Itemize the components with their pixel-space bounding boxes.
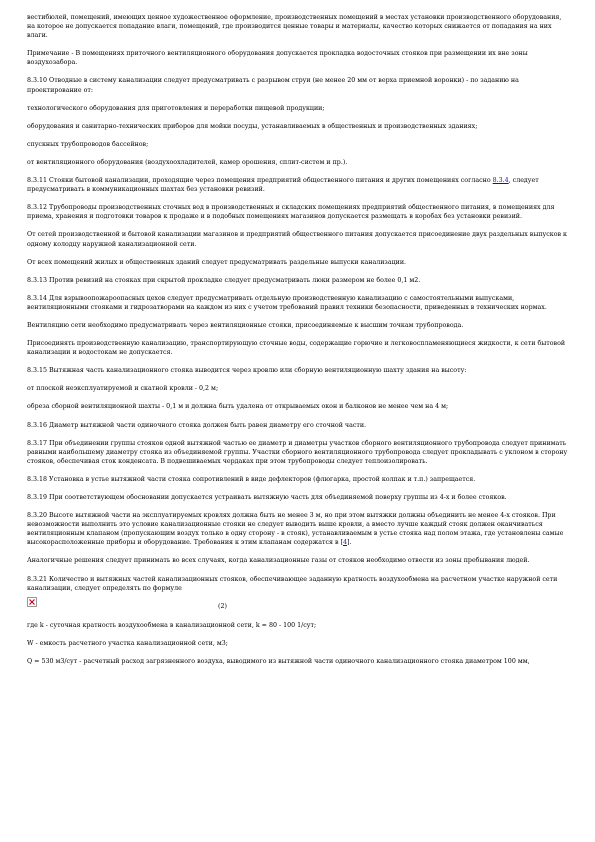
equation-number: (2)	[218, 602, 227, 610]
list-item: от вентиляционного оборудования (воздухоохладителей, камер орошения, сплит-систем и пр.).	[27, 158, 348, 166]
clause-text: 8.3.20 Высоте вытяжной части на эксплуатируемых кровлях должна быть не менее 3 м, но при этом вытяжки должны объединить не менее 4-х стояков. При невозможности выполнить это условие канализационные стояки не следует выводить выше кровли, а вместо лучше каждый стояк должен оканчиваться вентиляционным клапаном (пропускающим воздух только в одну сторону - в стояк), устанавливаемым в устье стояка над полом этажа, где установлены самые высокорасположенные приборы и оборудование. Требования к этим клапанам содержатся в [	[27, 512, 564, 547]
variable-definition: Q = 530 м3/сут - расчетный расход загрязненного воздуха, выводимого из вытяжной части одиночного канализационного стояка диаметром 100 мм,	[27, 657, 530, 665]
clause-8-3-15: 8.3.15 Вытяжная часть канализационного стояка выводится через кровлю или сборную вентиляционную шахту здания на высоту:	[27, 367, 467, 375]
reference-link-8-3-4[interactable]: 8.3.4	[492, 177, 509, 185]
list-item: оборудования и санитарно-технических приборов для мойки посуды, устанавливаемых в общественных и производственных зданиях;	[27, 122, 478, 130]
variable-definition: W - емкость расчетного участка канализационной сети, м3;	[27, 639, 228, 647]
clause-8-3-11	[27, 176, 568, 194]
clause-8-3-16: 8.3.16 Диаметр вытяжной части одиночного стояка должен быть равен диаметру его сточной части.	[27, 421, 367, 429]
clause-8-3-17: 8.3.17 При объединении группы стояков одной вытяжной частью ее диаметр и диаметры участков сборного вентиляционного трубопровода следует принимать равными наибольшему диаметру стояка из объединяемой группы. Участки сборного вентиляционного трубопровода следует прокладывать с уклоном в сторону стояков, обеспечивая сток конденсата. В подвешиваемых чердаках при этом трубопроводы следует теплоизолировать.	[27, 439, 568, 465]
clause-8-3-20	[27, 511, 568, 547]
clause-text: , следует предусматривать в коммуникационных шахтах без установки ревизий.	[27, 177, 539, 194]
paragraph: Вентиляцию сети необходимо предусматривать через вентиляционные стояки, присоединяемые к высшим точкам трубопровода.	[27, 321, 464, 329]
list-item: обреза сборной вентиляционной шахты - 0,1 м и должна быть удалена от открываемых окон и балконов не менее чем на 4 м;	[27, 403, 449, 411]
clause-8-3-18: 8.3.18 Установка в устье вытяжной части стояка сопротивлений в виде дефлекторов (флюгарка, простой колпак и т.п.) запрещается.	[27, 475, 476, 483]
clause-8-3-12: 8.3.12 Трубопроводы производственных сточных вод в производственных и складских помещениях предприятий общественного питания, в помещениях для приема, хранения и подготовки товаров к продаже и в подобных помещениях магазинов допускается размещать в коробах без установки ревизий.	[27, 204, 555, 221]
reference-link-4[interactable]: 4	[343, 539, 348, 547]
list-item: технологического оборудования для приготовления и переработки пищевой продукции;	[27, 104, 325, 112]
variable-definition: где k - суточная кратность воздухообмена в канализационной сети, k = 80 - 100 1/сут;	[27, 621, 317, 629]
clause-8-3-14: 8.3.14 Для взрывоопожароопасных цехов следует предусматривать отдельную производственную канализацию с самостоятельными выпусками, вентиляционными стояками и гидрозатворами на каждом из них с учетом требований правил техники безопасности, приведенных в технических нормах.	[27, 294, 547, 311]
clause-text: 8.3.11 Стояки бытовой канализации, проходящие через помещения предприятий общественного питания и других помещениях согласно	[27, 177, 493, 185]
paragraph: От сетей производственной и бытовой канализации магазинов и предприятий общественного питания допускается присоединение двух раздельных выпусков к одному колодцу наружной канализационной сети.	[27, 231, 567, 248]
paragraph: Аналогичные решения следует принимать во всех случаях, когда канализационные газы от стояков необходимо отвести из зоны пребывания людей.	[27, 557, 530, 565]
note-paragraph: Примечание - В помещениях приточного вентиляционного оборудования допускается прокладка водосточных стояков при размещении их вне зоны воздухозабора.	[27, 50, 528, 67]
clause-8-3-19: 8.3.19 При соответствующем обосновании допускается устраивать вытяжную часть для объединяемой поверху группы из 4-х и более стояков.	[27, 494, 507, 501]
formula-block	[27, 597, 568, 619]
paragraph-continuation: вестибюлей, помещений, имеющих ценное художественное оформление, производственных помещений в местах установки производственного оборудования, на которое не допускается попадание влаги, помещений, где производится ценные товары и материалы, качество которых снижается от попадания на них влаги.	[27, 14, 562, 40]
clause-8-3-21: 8.3.21 Количество и вытяжных частей канализационных стояков, обеспечивающее заданную кратность воздухообмена на расчетном участке наружной сети канализации, следует определять по формуле	[27, 575, 558, 592]
clause-8-3-10: 8.3.10 Отводные в систему канализации следует предусматривать с разрывом струи (не менее 20 мм от верха приемной воронки) - по заданию на проектирование от:	[27, 77, 519, 94]
clause-text: ].	[347, 539, 352, 547]
list-item: от плоской неэксплуатируемой и скатной кровли - 0,2 м;	[27, 385, 219, 393]
list-item: спускных трубопроводов бассейнов;	[27, 140, 149, 148]
broken-image-icon[interactable]	[27, 597, 37, 607]
clause-8-3-13: 8.3.13 Против ревизий на стояках при скрытой прокладке следует предусматривать люки размером не более 0,1 м2.	[27, 276, 421, 284]
document-body	[27, 13, 568, 666]
paragraph: Присоединять производственную канализацию, транспортирующую сточные воды, содержащие горючие и легковоспламеняющиеся жидкости, к сети бытовой канализации и водостокам не допускается.	[27, 340, 566, 357]
paragraph: От всех помещений жилых и общественных зданий следует предусматривать раздельные выпуски канализации.	[27, 258, 407, 266]
